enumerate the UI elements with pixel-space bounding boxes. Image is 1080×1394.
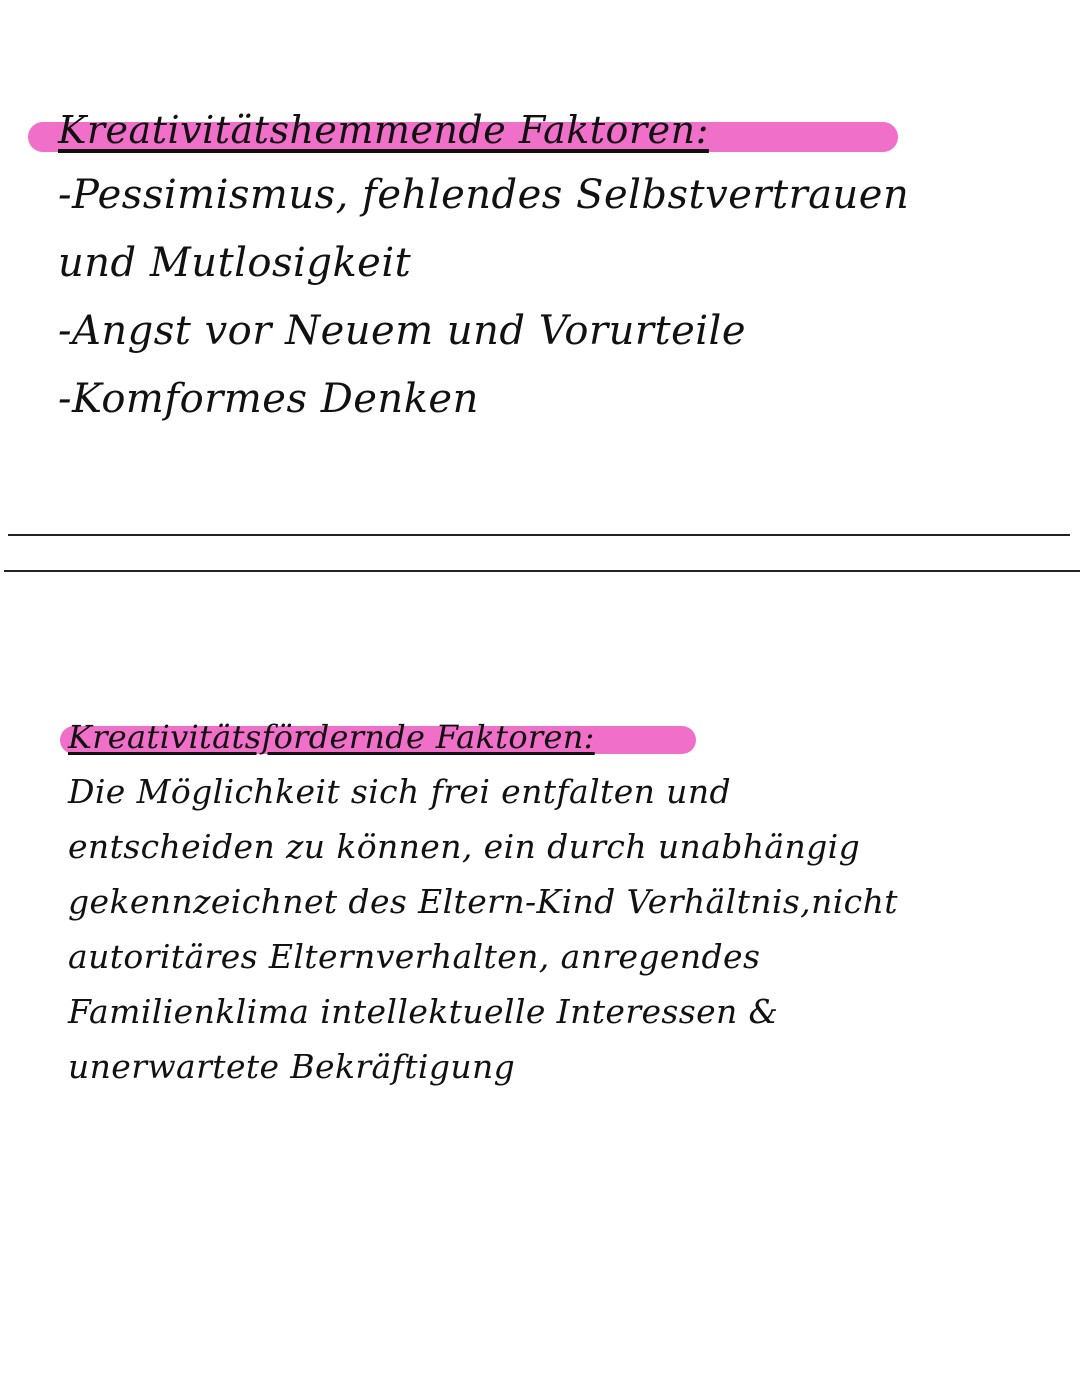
promoting-line-3: gekennzeichnet des Eltern-Kind Verhältnis,nicht bbox=[68, 882, 898, 921]
inhibiting-line-3: -Angst vor Neuem und Vorurteile bbox=[58, 308, 746, 354]
heading-block-inhibiting bbox=[58, 108, 709, 152]
promoting-line-6: unerwartete Bekräftigung bbox=[68, 1047, 516, 1086]
divider-line-bottom bbox=[4, 570, 1080, 572]
inhibiting-line-1: -Pessimismus, fehlendes Selbstvertrauen bbox=[58, 172, 910, 218]
heading-block-promoting bbox=[68, 718, 595, 756]
promoting-line-1: Die Möglichkeit sich frei entfalten und bbox=[68, 772, 732, 811]
promoting-line-4: autoritäres Elternverhalten, anregendes bbox=[68, 937, 761, 976]
heading-promoting-factors: Kreativitätsfördernde Faktoren: bbox=[68, 718, 595, 756]
promoting-line-5: Familienklima intellektuelle Interessen & bbox=[68, 992, 779, 1031]
promoting-line-2: entscheiden zu können, ein durch unabhängig bbox=[68, 827, 861, 866]
inhibiting-line-2: und Mutlosigkeit bbox=[58, 240, 412, 286]
inhibiting-line-4: -Komformes Denken bbox=[58, 376, 479, 422]
divider-line-top bbox=[8, 534, 1070, 536]
heading-inhibiting-factors: Kreativitätshemmende Faktoren: bbox=[58, 108, 709, 152]
